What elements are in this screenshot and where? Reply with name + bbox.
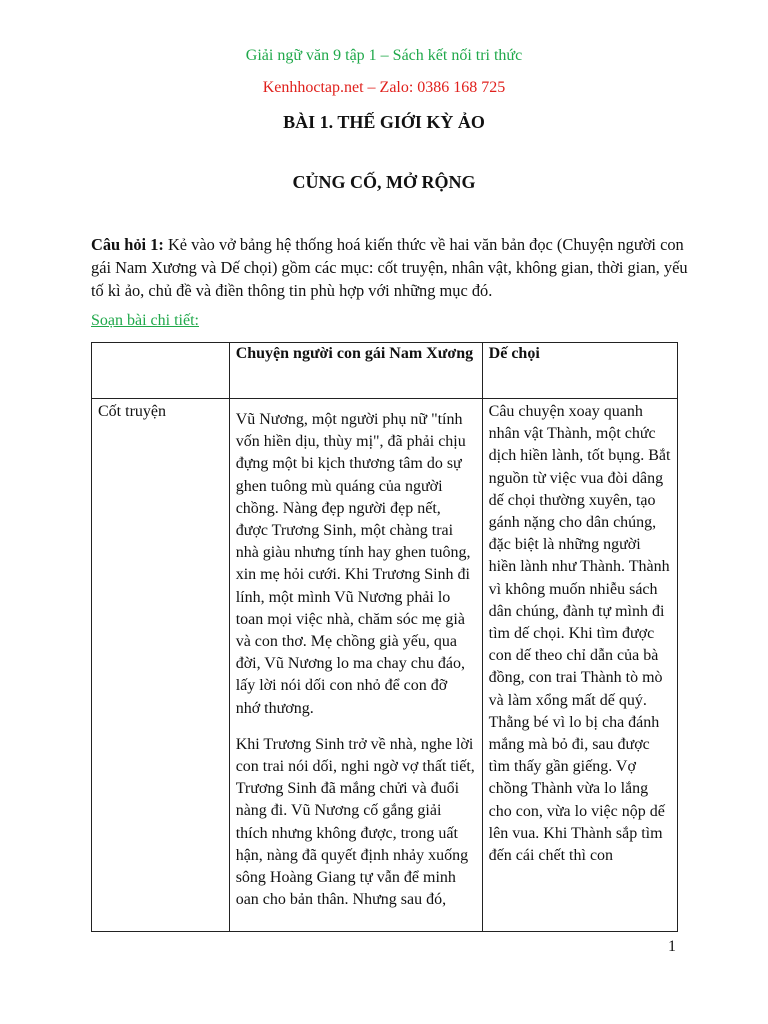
cell-de-choi-plot bbox=[482, 399, 677, 932]
header-nam-xuong: Chuyện người con gái Nam Xương bbox=[235, 345, 474, 362]
page-number: 1 bbox=[668, 938, 676, 955]
section-title: CỦNG CỐ, MỞ RỘNG bbox=[292, 172, 476, 192]
paragraph: Câu chuyện xoay quanh nhân vật Thành, một chức dịch hiền lành, tốt bụng. Bắt nguồn từ việc vua đòi dâng dế chọi thường xuyên, tạo gánh nặng cho dân chúng, đặc biệt là những người hiền lành như Thành. Thành vì không muốn nhiễu sách dân chúng, đành tự mình đi tìm dế chọi. Khi tìm được con dế theo chỉ dẫn của bà đồng, con trai Thành tò mò và làm xổng mất dế quý. Thằng bé vì lo bị cha đánh mắng mà bỏ đi, sau được tìm thấy gần giếng. Vợ chồng Thành vừa lo lắng cho con, vừa lo việc nộp dế lên vua. Khi Thành sắp tìm đến cái chết thì con bbox=[488, 403, 671, 865]
lesson-title: BÀI 1. THẾ GIỚI KỲ ẢO bbox=[283, 112, 485, 132]
question-label: Câu hỏi 1: bbox=[91, 235, 164, 254]
table-header-cell bbox=[482, 343, 677, 399]
detail-link[interactable]: Soạn bài chi tiết: bbox=[91, 312, 199, 329]
header-contact: Kenhhoctap.net – Zalo: 0386 168 725 bbox=[262, 79, 506, 96]
paragraph: Khi Trương Sinh trở về nhà, nghe lời con trai nói dối, nghi ngờ vợ thất tiết, Trương Sinh đã mắng chửi và đuổi nàng đi. Vũ Nương cố gắng giải thích nhưng không được, trong uất hận, nàng đã quyết định nhảy xuống sông Hoàng Giang tự vẫn để minh oan cho bản thân. Nhưng sau đó, bbox=[235, 735, 475, 909]
question-text: Kẻ vào vở bảng hệ thống hoá kiến thức về hai văn bản đọc (Chuyện người con gái Nam Xương và Dế chọi) gồm các mục: cốt truyện, nhân vật, không gian, thời gian, yếu tố kì ảo, chủ đề và điền thông tin phù hợp với những mục đó. bbox=[91, 235, 688, 300]
cell-nam-xuong-plot bbox=[229, 399, 482, 932]
question-paragraph bbox=[91, 233, 691, 302]
table-header-cell-empty bbox=[92, 343, 230, 399]
table-header-cell bbox=[229, 343, 482, 399]
row-label-cot-truyen: Cốt truyện bbox=[92, 399, 230, 932]
header-site-title: Giải ngữ văn 9 tập 1 – Sách kết nối tri thức bbox=[245, 47, 523, 64]
header-de-choi: Dế chọi bbox=[488, 345, 540, 362]
knowledge-table bbox=[91, 342, 678, 932]
paragraph: Vũ Nương, một người phụ nữ "tính vốn hiền dịu, thùy mị", đã phải chịu đựng một bi kịch thương tâm do sự ghen tuông mù quáng của người chồng. Nàng đẹp người đẹp nết, được Trương Sinh, một chàng trai nhà giàu nhưng tính hay ghen tuông, xin mẹ hỏi cưới. Khi Trương Sinh đi lính, một mình Vũ Nương phải lo toan mọi việc nhà, chăm sóc mẹ già và con thơ. Mẹ chồng già yếu, qua đời, Vũ Nương lo ma chay chu đáo, lấy lời nói dối con nhỏ để con đỡ nhớ thương. bbox=[235, 411, 471, 717]
table-header-row bbox=[92, 343, 678, 399]
table-row bbox=[92, 399, 678, 932]
